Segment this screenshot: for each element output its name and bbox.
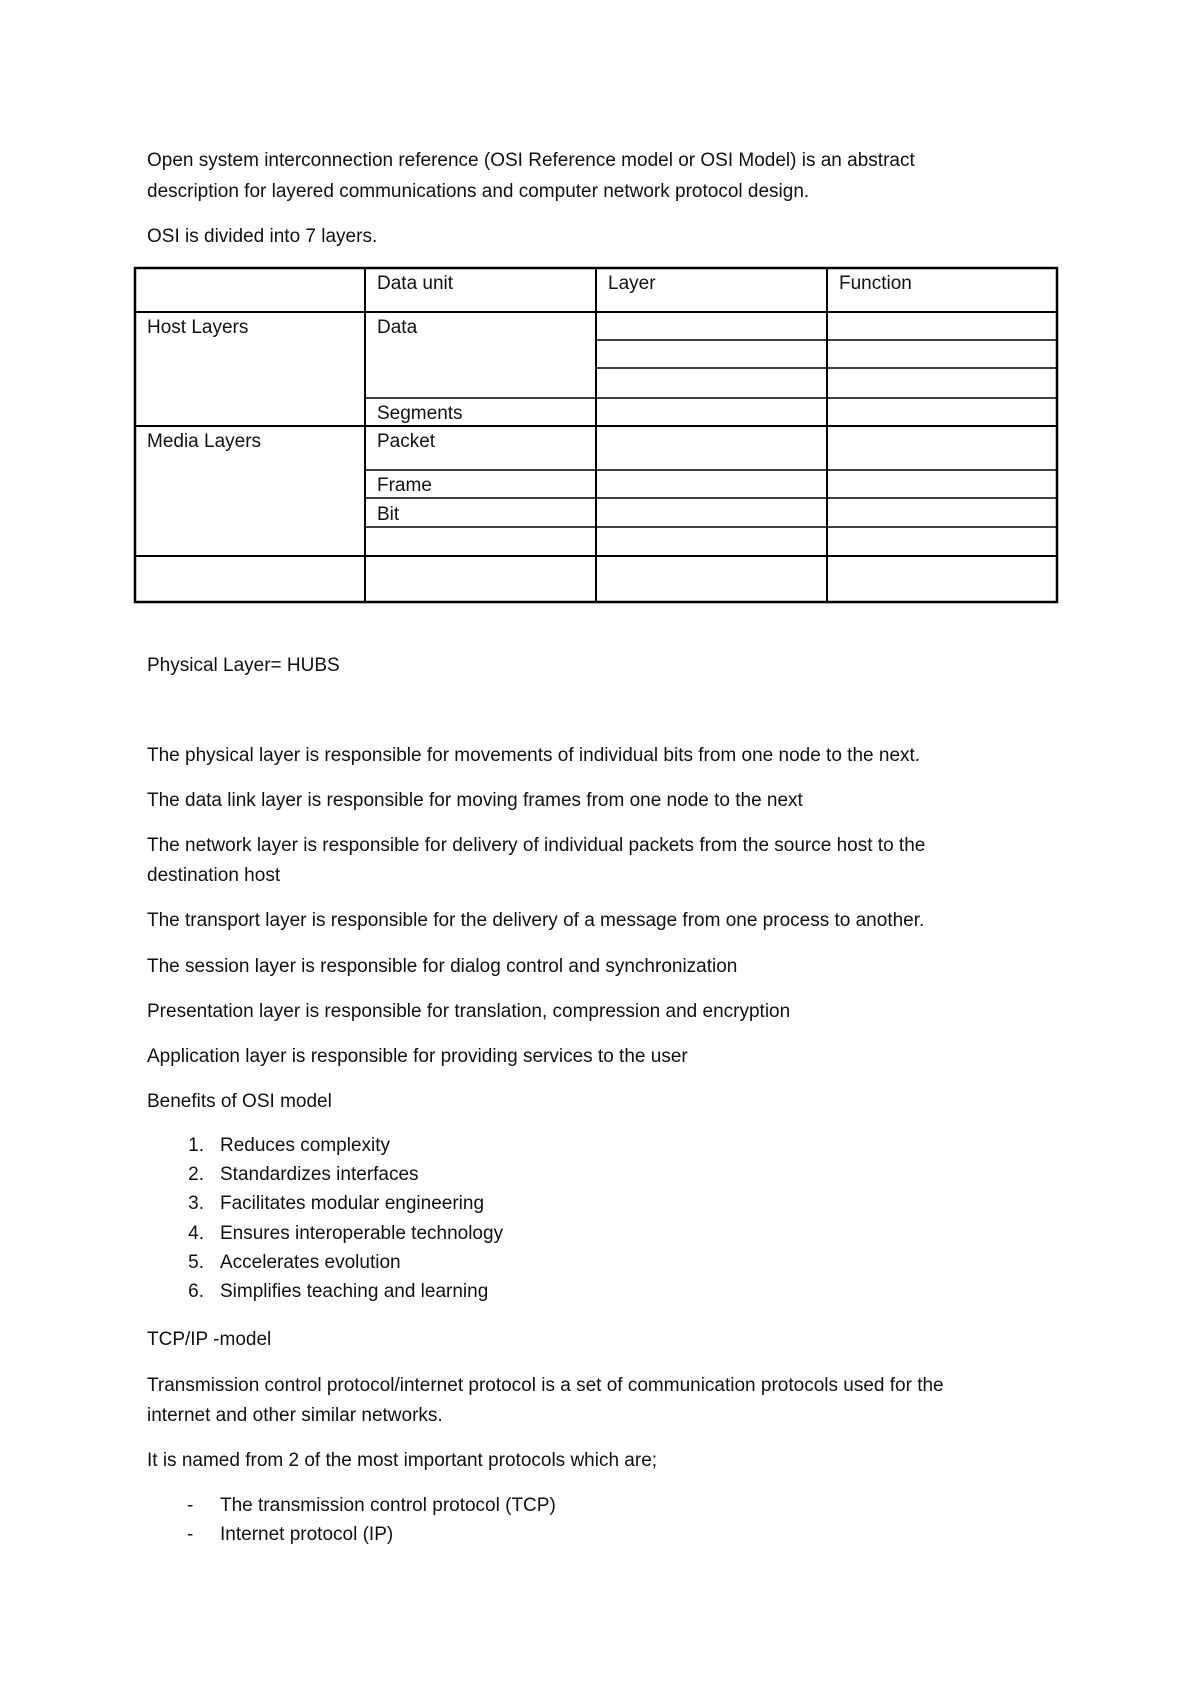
physical-layer-hubs: Physical Layer= HUBS — [147, 655, 340, 676]
document-page: Open system interconnection reference (OSI Reference model or OSI Model) is an abstract description for layered communications and computer network protocol design. OSI is divided into 7 layers. Data unit Layer Function Host Layers Media Layers Data Segments Packet Frame Bit Physical Layer= HUBS The physical layer is responsible for movements of individual bits from one node to the next. The data link layer is responsible for moving frames from one node to the next The network layer is responsible for delivery of individual packets from the source host to the destination host The transport layer is responsible for the delivery of a message from one process to another. The session layer is responsible for dialog control and synchronization Presentation layer is responsible for translation, compression and encryption Application layer is responsible for providing services to the user Benefits of OSI model 1. Reduces complexity 2. Standardizes interfaces 3. Facilitates modular engineering 4. Ensures interoperable technology 5. Accelerates evolution 6. Simplifies teaching and learning TCP/IP -model Transmission control protocol/internet protocol is a set of communication protocols used for the internet and other similar networks. It is named from 2 of the most important protocols which are; - The transmission control protocol (TCP) - Internet protocol (IP) — [0, 0, 1200, 1698]
tcpip-definition-line-2: internet and other similar networks. — [147, 1405, 443, 1426]
osi-table-grid — [0, 0, 1200, 620]
data-unit-bit: Bit — [377, 504, 400, 525]
data-unit-data: Data — [377, 317, 418, 338]
intro-layers-count: OSI is divided into 7 layers. — [147, 226, 378, 247]
row-host-layers: Host Layers — [147, 317, 249, 338]
tcpip-heading: TCP/IP -model — [147, 1329, 272, 1350]
intro-line-2: description for layered communications and computer network protocol design. — [147, 181, 810, 202]
desc-presentation: Presentation layer is responsible for translation, compression and encryption — [147, 1001, 791, 1022]
header-function: Function — [839, 273, 912, 294]
header-layer: Layer — [608, 273, 656, 294]
benefits-heading: Benefits of OSI model — [147, 1091, 332, 1112]
desc-network-line-2: destination host — [147, 865, 281, 886]
data-unit-segments: Segments — [377, 403, 463, 424]
desc-data-link: The data link layer is responsible for moving frames from one node to the next — [147, 790, 803, 811]
row-media-layers: Media Layers — [147, 431, 262, 452]
desc-network-line-1: The network layer is responsible for delivery of individual packets from the source host to the — [147, 835, 926, 856]
desc-physical: The physical layer is responsible for movements of individual bits from one node to the next. — [147, 745, 921, 766]
intro-line-1: Open system interconnection reference (OSI Reference model or OSI Model) is an abstract — [147, 150, 915, 171]
data-unit-packet: Packet — [377, 431, 436, 452]
desc-application: Application layer is responsible for providing services to the user — [147, 1046, 688, 1067]
header-data-unit: Data unit — [377, 273, 454, 294]
tcpip-definition-line-1: Transmission control protocol/internet protocol is a set of communication protocols used for the — [147, 1375, 944, 1396]
data-unit-frame: Frame — [377, 475, 432, 496]
desc-session: The session layer is responsible for dialog control and synchronization — [147, 956, 738, 977]
desc-transport: The transport layer is responsible for the delivery of a message from one process to another. — [147, 910, 925, 931]
tcpip-named-from: It is named from 2 of the most important protocols which are; — [147, 1450, 658, 1471]
